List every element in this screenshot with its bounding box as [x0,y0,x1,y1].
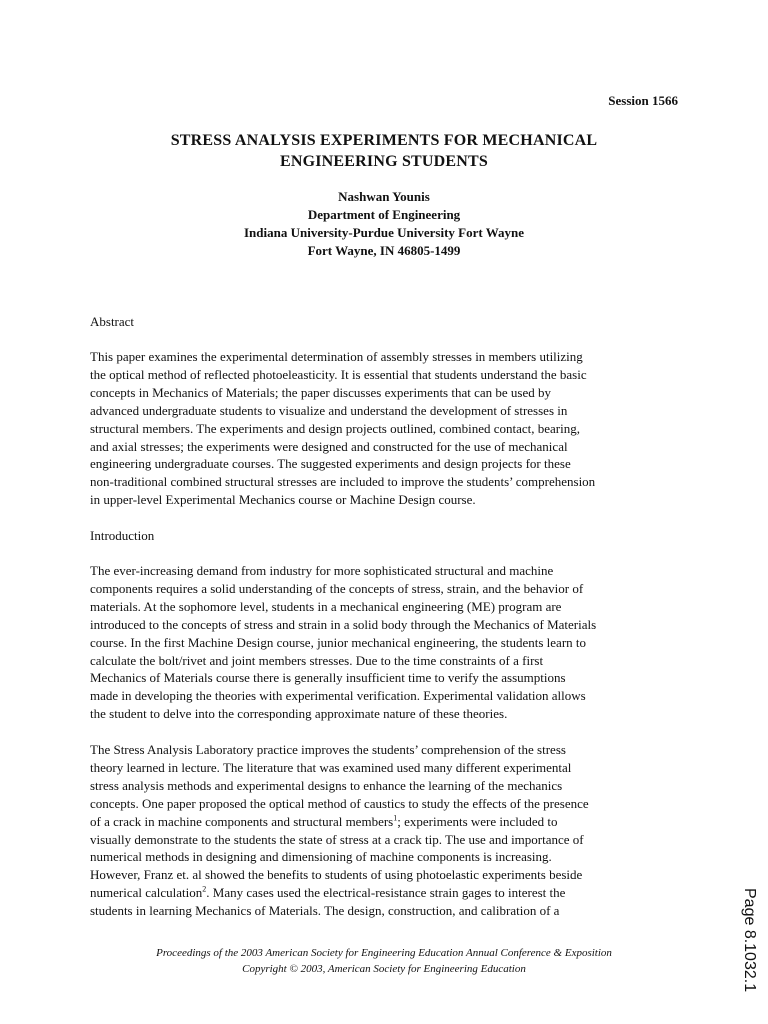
title-line-1: STRESS ANALYSIS EXPERIMENTS FOR MECHANICAL [170,132,598,149]
abstract-line: and axial stresses; the experiments were designed and constructed for the use of mechanical [90,438,568,454]
session-number: Session 1566 [608,93,678,108]
intro-line: the student to delve into the corresponding approximate nature of these theories. [90,706,508,722]
intro-line: components requires a solid understanding of the concepts of stress, strain, and the behavior of [90,580,584,596]
abstract-line: advanced undergraduate students to visualize and understand the development of stresses in [90,402,568,418]
abstract-line: non-traditional combined structural stresses are included to improve the students’ comprehension [90,474,596,490]
author-university: Indiana University-Purdue University Fort Wayne [244,225,524,240]
intro-line: theory learned in lecture. The literature that was examined used many different experimental [90,759,572,775]
abstract-paragraph [90,348,680,509]
intro-text: . Many cases used the electrical-resistance strain gages to interest the [206,885,566,901]
intro-line: The Stress Analysis Laboratory practice improves the students’ comprehension of the stress [90,742,566,757]
citation-marker: 1 [393,813,398,823]
page-number [740,888,760,1008]
intro-line: However, Franz et. al showed the benefits to students of using photoelastic experiments beside [90,867,583,883]
intro-text: numerical calculation [90,885,203,901]
intro-line: stress analysis methods and experimental designs to enhance the learning of the mechanics [90,777,563,793]
intro-line: numerical methods in designing and dimensioning of machine components is increasing. [90,849,552,865]
citation-marker: 2 [202,884,207,894]
abstract-line: This paper examines the experimental determination of assembly stresses in members utilizing [90,349,583,364]
author-department: Department of Engineering [307,207,461,222]
intro-line: course. In the first Machine Design course, junior mechanical engineering, the students learn to [90,634,587,650]
abstract-line: in upper-level Experimental Mechanics course or Machine Design course. [90,492,476,508]
intro-line: made in developing the theories with experimental verification. Experimental validation allows [90,688,586,704]
intro-line: calculate the bolt/rivet and joint members stresses. Due to the time constraints of a first [90,652,544,668]
abstract-line: structural members. The experiments and design projects outlined, combined contact, bearing, [90,420,581,436]
title-line-2: ENGINEERING STUDENTS [279,153,489,170]
intro-line-with-citation [90,813,680,831]
introduction-paragraph-1 [90,562,680,723]
intro-line: students in learning Mechanics of Materials. The design, construction, and calibration of a [90,903,560,919]
footer-proceedings: Proceedings of the 2003 American Society for Engineering Education Annual Conference & Exposition [156,947,612,959]
abstract-line: the optical method of reflected photoeleasticity. It is essential that students understand the basic [90,366,587,382]
introduction-paragraph-2 [90,741,680,920]
intro-line: Mechanics of Materials course there is generally insufficient time to verify the assumptions [90,670,566,686]
footer-copyright: Copyright © 2003, American Society for Engineering Education [242,963,526,975]
page-footer [0,945,768,977]
author-name: Nashwan Younis [338,189,430,204]
intro-line: materials. At the sophomore level, students in a mechanical engineering (ME) program are [90,598,562,614]
abstract-heading: Abstract [90,314,135,329]
intro-line-with-citation [90,884,680,902]
intro-line: concepts. One paper proposed the optical method of caustics to study the effects of the presence [90,795,589,811]
abstract-line: engineering undergraduate courses. The suggested experiments and design projects for these [90,456,571,472]
abstract-line: concepts in Mechanics of Materials; the paper discusses experiments that can be used by [90,384,551,400]
intro-text: of a crack in machine components and structural members [90,813,394,829]
intro-text: ; experiments were included to [397,813,558,829]
intro-line: visually demonstrate to the students the state of stress at a crack tip. The use and importance of [90,831,584,847]
author-address: Fort Wayne, IN 46805-1499 [307,243,461,258]
paper-title [0,130,768,172]
introduction-heading: Introduction [90,528,155,543]
intro-line: The ever-increasing demand from industry for more sophisticated structural and machine [90,563,554,578]
author-block [0,188,768,260]
page-number-text: Page 8.1032.1 [741,888,758,993]
intro-line: introduced to the concepts of stress and strain in a solid body through the Mechanics of Materials [90,616,597,632]
